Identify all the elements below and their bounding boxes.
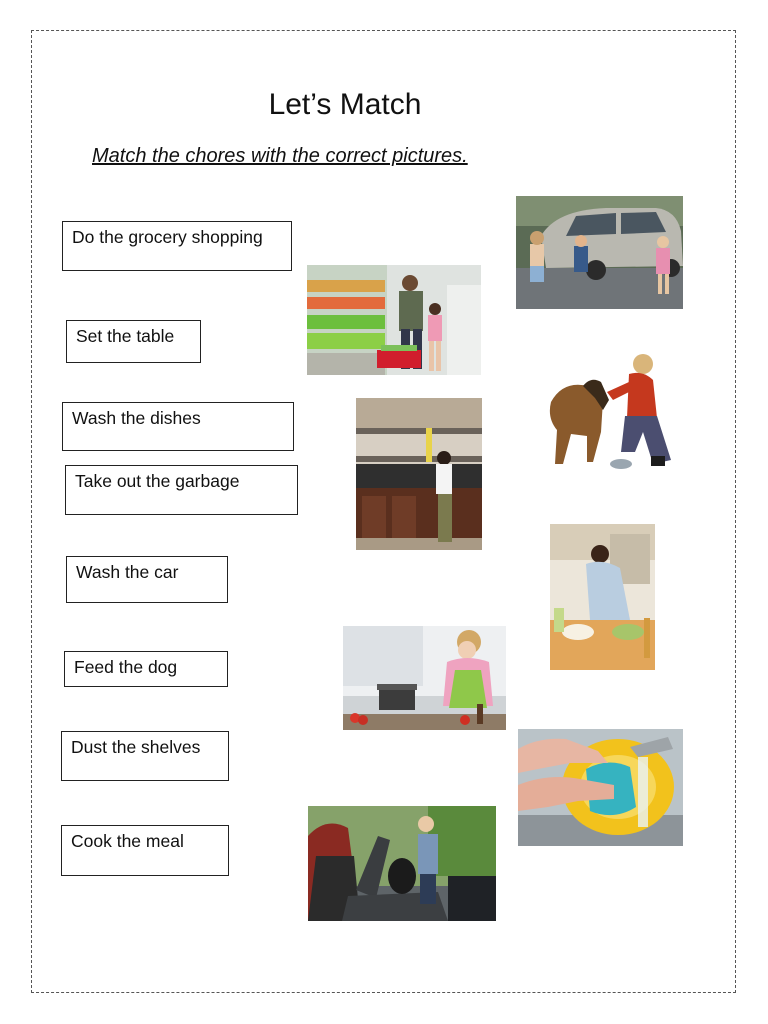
worksheet-instruction: Match the chores with the correct pictures.	[92, 145, 468, 167]
worksheet-title: Let’s Match	[268, 88, 422, 121]
dusting-shelves-photo[interactable]	[356, 398, 482, 550]
setting-table-photo[interactable]	[550, 524, 655, 670]
dish-washing-photo[interactable]	[518, 729, 683, 846]
chore-box-feed-dog[interactable]: Feed the dog	[64, 651, 228, 687]
chore-box-wash-car[interactable]: Wash the car	[66, 556, 228, 603]
chore-box-dust-shelves[interactable]: Dust the shelves	[61, 731, 229, 781]
table-setting-illustration	[550, 524, 655, 670]
chore-box-grocery-shopping[interactable]: Do the grocery shopping	[62, 221, 292, 271]
dog-feeding-illustration	[543, 352, 674, 477]
dish-washing-illustration	[518, 729, 683, 846]
chore-box-cook-meal[interactable]: Cook the meal	[61, 825, 229, 876]
chore-box-take-out-garbage[interactable]: Take out the garbage	[65, 465, 298, 515]
car-washing-photo[interactable]	[516, 196, 683, 309]
dusting-illustration	[356, 398, 482, 550]
garbage-illustration	[308, 806, 496, 921]
chore-box-set-table[interactable]: Set the table	[66, 320, 201, 363]
grocery-illustration	[307, 265, 481, 375]
cooking-photo[interactable]	[343, 626, 506, 730]
car-washing-illustration	[516, 196, 683, 309]
chore-box-wash-dishes[interactable]: Wash the dishes	[62, 402, 294, 451]
feeding-dog-photo[interactable]	[543, 352, 674, 477]
cooking-illustration	[343, 626, 506, 730]
garbage-photo[interactable]	[308, 806, 496, 921]
grocery-shopping-photo[interactable]	[307, 265, 481, 375]
